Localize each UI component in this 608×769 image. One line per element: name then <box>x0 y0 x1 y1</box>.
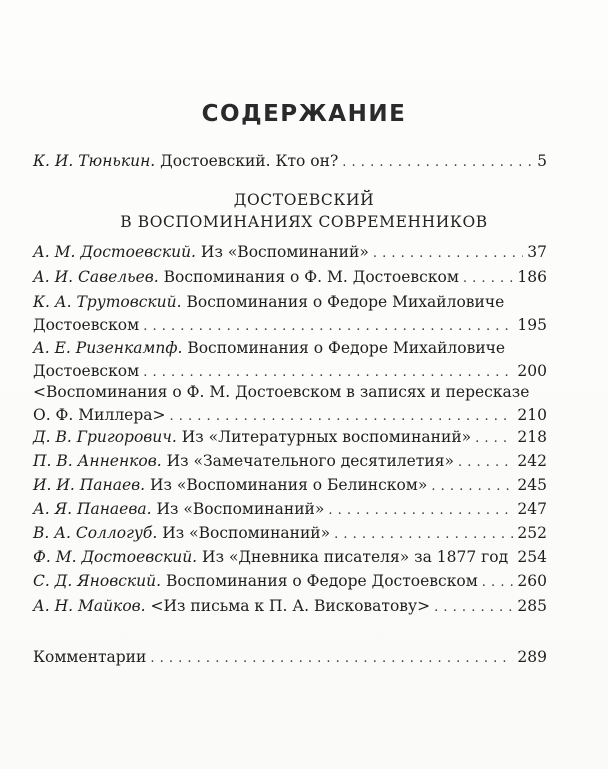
entry-author: К. А. Трутовский. <box>33 293 182 311</box>
entry-author: А. И. Савельев. <box>33 268 159 286</box>
entry-title: Из «Замечательного десятилетия» <box>161 452 454 470</box>
dot-leader <box>328 503 513 518</box>
entry-title-cont: О. Ф. Миллера> <box>33 406 166 424</box>
toc-entry[interactable] <box>33 500 547 523</box>
toc-entry[interactable] <box>33 243 547 266</box>
entry-author: С. Д. Яновский. <box>33 572 162 590</box>
entry-page: 245 <box>517 476 547 494</box>
dot-leader <box>334 527 513 542</box>
toc-entry[interactable] <box>33 293 547 339</box>
dot-leader <box>431 479 513 494</box>
dot-leader <box>512 551 513 566</box>
entry-author: А. М. Достоевский. <box>33 243 196 261</box>
entry-page: 195 <box>517 316 547 334</box>
toc-entry[interactable] <box>33 268 547 291</box>
entry-title: Воспоминания о Федоре Михайловиче <box>182 339 506 357</box>
entry-author: К. И. Тюнькин. <box>33 152 156 170</box>
dot-leader <box>482 575 514 590</box>
toc-entry[interactable] <box>33 383 547 429</box>
toc-entry[interactable] <box>33 339 547 385</box>
entry-title: Из «Дневника писателя» за 1877 год <box>197 548 509 566</box>
toc-entry-intro[interactable] <box>33 152 547 175</box>
toc-entry[interactable] <box>33 597 547 620</box>
entry-page: 252 <box>517 524 547 542</box>
entry-page: 285 <box>517 597 547 615</box>
entry-page: 5 <box>537 152 547 170</box>
toc-entry[interactable] <box>33 548 547 571</box>
dot-leader <box>342 155 533 170</box>
entry-title: <Из письма к П. А. Висковатову> <box>145 597 431 615</box>
entry-author: А. Е. Ризенкампф. <box>33 339 183 357</box>
entry-title-cont: Достоевском <box>33 362 140 380</box>
entry-title: Из «Литературных воспоминаний» <box>176 428 472 446</box>
entry-title: Из «Воспоминаний» <box>196 243 369 261</box>
dot-leader <box>170 409 514 424</box>
dot-leader <box>475 431 513 446</box>
toc-entry[interactable] <box>33 452 547 475</box>
entry-title: Воспоминания о Ф. М. Достоевском <box>158 268 459 286</box>
entry-title: Из «Воспоминаний» <box>157 524 331 542</box>
entry-page: 186 <box>517 268 547 286</box>
dot-leader <box>143 319 513 334</box>
entry-page: 200 <box>517 362 547 380</box>
entry-author: А. Я. Панаева. <box>33 500 152 518</box>
entry-title: Достоевский. Кто он? <box>155 152 339 170</box>
entry-title: Из «Воспоминания о Белинском» <box>145 476 428 494</box>
dot-leader <box>143 365 513 380</box>
dot-leader <box>463 271 514 286</box>
dot-leader <box>458 455 513 470</box>
dot-leader <box>434 600 513 615</box>
entry-page: 247 <box>517 500 547 518</box>
page-title: СОДЕРЖАНИЕ <box>201 101 407 127</box>
section-heading <box>0 189 608 233</box>
entry-title: Воспоминания о Федоре Михайловиче <box>181 293 505 311</box>
toc-entry-comments[interactable] <box>33 648 547 671</box>
dot-leader <box>150 651 513 666</box>
entry-page: 218 <box>517 428 547 446</box>
entry-author: Д. В. Григорович. <box>33 428 177 446</box>
entry-page: 289 <box>517 648 547 666</box>
entry-author: Ф. М. Достоевский. <box>33 548 198 566</box>
toc-entry[interactable] <box>33 428 547 451</box>
entry-title: <Воспоминания о Ф. М. Достоевском в записях и пересказе <box>33 383 530 401</box>
entry-page: 242 <box>517 452 547 470</box>
section-heading-line2: В ВОСПОМИНАНИЯХ СОВРЕМЕННИКОВ <box>120 213 488 231</box>
toc-entry[interactable] <box>33 476 547 499</box>
entry-author: А. Н. Майков. <box>33 597 146 615</box>
entry-title: Из «Воспоминаний» <box>151 500 325 518</box>
entry-title: Комментарии <box>33 648 147 666</box>
entry-author: В. А. Соллогуб. <box>33 524 158 542</box>
entry-page: 210 <box>517 406 547 424</box>
dot-leader <box>373 246 523 261</box>
entry-title: Воспоминания о Федоре Достоевском <box>161 572 478 590</box>
entry-page: 254 <box>517 548 547 566</box>
entry-title-cont: Достоевском <box>33 316 140 334</box>
entry-author: И. И. Панаев. <box>33 476 146 494</box>
section-heading-line1: ДОСТОЕВСКИЙ <box>233 191 375 209</box>
entry-author: П. В. Анненков. <box>33 452 162 470</box>
toc-entry[interactable] <box>33 572 547 595</box>
entry-page: 260 <box>517 572 547 590</box>
entry-page: 37 <box>527 243 547 261</box>
toc-entry[interactable] <box>33 524 547 547</box>
toc-row <box>33 152 547 175</box>
